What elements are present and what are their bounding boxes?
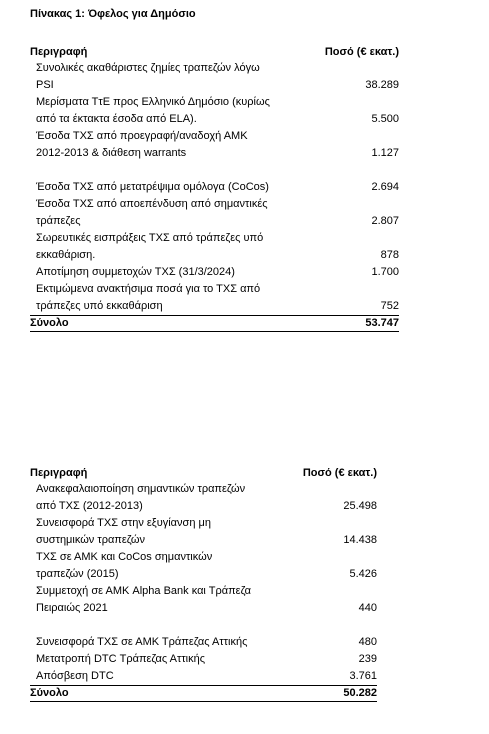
total-value: 50.282 (343, 687, 377, 699)
benefit-table (30, 46, 399, 332)
column-header-description: Περιγραφή (30, 467, 88, 479)
column-header-amount: Ποσό (€ εκατ.) (324, 46, 399, 58)
table-row: Έσοδα ΤΧΣ από αποεπένδυση από σημαντικές τράπεζες 2.807 (30, 196, 399, 230)
row-value: 38.289 (365, 79, 399, 91)
row-value: 14.438 (343, 534, 377, 546)
table-row: Αποτίμηση συμμετοχών ΤΧΣ (31/3/2024) 1.700 (30, 264, 399, 281)
row-spacer (30, 162, 399, 179)
row-value: 5.426 (349, 568, 377, 580)
row-value: 440 (358, 602, 377, 614)
row-value: 25.498 (343, 500, 377, 512)
page-title: Πίνακας 1: Όφελος για Δημόσιο (30, 8, 196, 20)
row-value: 3.761 (349, 670, 377, 682)
table-row: Απόσβεση DTC 3.761 (30, 668, 377, 686)
cost-table (30, 467, 377, 702)
table-row: Ανακεφαλαιοποίηση σημαντικών τραπεζών από ΤΧΣ (2012-2013) 25.498 (30, 481, 377, 515)
row-value: 480 (358, 636, 377, 648)
row-value: 878 (380, 249, 399, 261)
table-row: Συνεισφορά ΤΧΣ σε ΑΜΚ Τράπεζας Αττικής 480 (30, 634, 377, 651)
table-row: Εκτιμώμενα ανακτήσιμα ποσά για το ΤΧΣ από τράπεζες υπό εκκαθάριση 752 (30, 281, 399, 316)
table-row: Μετατροπή DTC Τράπεζας Αττικής 239 (30, 651, 377, 668)
table-row: Συνολικές ακαθάριστες ζημίες τραπεζών λόγω PSI 38.289 (30, 60, 399, 94)
total-label: Σύνολο (30, 687, 69, 699)
row-spacer (30, 617, 377, 634)
table-header (30, 467, 377, 481)
total-row (30, 316, 399, 332)
row-value: 752 (380, 300, 399, 312)
row-value: 2.807 (371, 215, 399, 227)
row-value: 1.127 (371, 147, 399, 159)
column-header-description: Περιγραφή (30, 46, 88, 58)
row-value: 239 (358, 653, 377, 665)
table-row: Συμμετοχή σε ΑΜΚ Alpha Bank και Τράπεζα Πειραιώς 2021 440 (30, 583, 377, 617)
table-row: Έσοδα ΤΧΣ από μετατρέψιμα ομόλογα (CoCos) 2.694 (30, 179, 399, 196)
total-value: 53.747 (365, 317, 399, 329)
column-header-amount: Ποσό (€ εκατ.) (302, 467, 377, 479)
table-row: Μερίσματα ΤτΕ προς Ελληνικό Δημόσιο (κυρίως από τα έκτακτα έσοδα από ELA). 5.500 (30, 94, 399, 128)
row-value: 1.700 (371, 266, 399, 278)
total-row (30, 686, 377, 702)
table-row: Έσοδα ΤΧΣ από προεγραφή/αναδοχή ΑΜΚ 2012-2013 & διάθεση warrants 1.127 (30, 128, 399, 162)
table-row: Συνεισφορά ΤΧΣ στην εξυγίανση μη συστημικών τραπεζών 14.438 (30, 515, 377, 549)
total-label: Σύνολο (30, 317, 69, 329)
table-header (30, 46, 399, 60)
table-row: Σωρευτικές εισπράξεις ΤΧΣ από τράπεζες υπό εκκαθάριση. 878 (30, 230, 399, 264)
row-value: 2.694 (371, 181, 399, 193)
table-row: ΤΧΣ σε ΑΜΚ και CoCos σημαντικών τραπεζών (2015) 5.426 (30, 549, 377, 583)
row-value: 5.500 (371, 113, 399, 125)
